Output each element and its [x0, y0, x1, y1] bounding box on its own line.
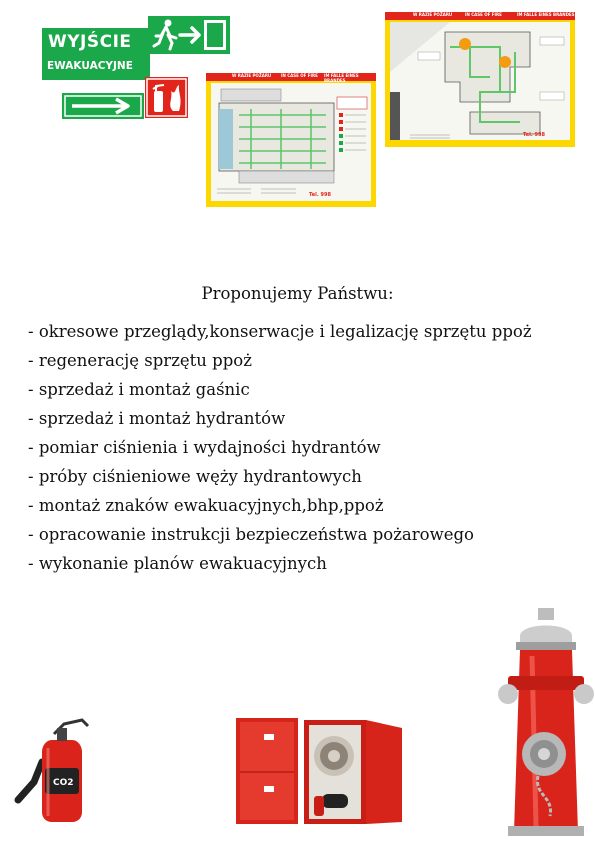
- fire-extinguisher-icon: [145, 77, 188, 118]
- arrow-exit-sign: [62, 93, 144, 119]
- service-item: - regenerację sprzętu ppoż: [28, 351, 252, 370]
- hydrant-cabinet-icon: [234, 714, 404, 826]
- co2-extinguisher-image: [12, 712, 102, 824]
- fire-extinguisher-sign: [145, 77, 188, 118]
- services-list: [28, 317, 532, 578]
- running-man-icon: [148, 16, 230, 54]
- service-item: - wykonanie planów ewakuacyjnych: [28, 554, 327, 573]
- plan-header: W RAZIE POŻARU IN CASE OF FIRE IM FALLE EINES BRANDES: [206, 73, 376, 81]
- plan-map: [211, 83, 371, 201]
- exit-sign-title: WYJŚCIE: [48, 32, 132, 52]
- floor-plan-graphic-2: [390, 22, 570, 140]
- service-item: - sprzedaż i montaż hydrantów: [28, 409, 286, 428]
- service-item: - próby ciśnieniowe węży hydrantowych: [28, 467, 362, 486]
- offer-heading: Proponujemy Państwu:: [201, 284, 394, 303]
- running-man-exit-sign: [148, 16, 230, 54]
- service-item: - opracowanie instrukcji bezpieczeństwa pożarowego: [28, 525, 474, 544]
- floor-plan-graphic: [211, 83, 371, 201]
- evacuation-plan-image-2: [385, 12, 575, 147]
- evacuation-plan-image: [206, 73, 376, 207]
- service-item: - montaż znaków ewakuacyjnych,bhp,ppoż: [28, 496, 384, 515]
- plan-header-2: W RAZIE POŻARU IN CASE OF FIRE IM FALLE EINES BRANDES: [385, 12, 575, 20]
- service-item: - sprzedaż i montaż gaśnic: [28, 380, 250, 399]
- exit-sign-subtitle: EWAKUACYJNE: [47, 60, 133, 72]
- exit-sign-text: [42, 28, 150, 80]
- service-item: - pomiar ciśnienia i wydajności hydrantów: [28, 438, 381, 457]
- service-item: - okresowe przeglądy,konserwacje i legalizację sprzętu ppoż: [28, 322, 532, 341]
- plan-phone: Tel. 998: [309, 192, 331, 198]
- plan-map-2: [390, 22, 570, 140]
- right-arrow-icon: [62, 93, 144, 119]
- fire-hydrant-icon: [498, 606, 594, 838]
- plan-phone-2: Tel. 998: [523, 132, 545, 138]
- co2-extinguisher-icon: [12, 712, 102, 824]
- fire-hydrant-image: [498, 606, 594, 838]
- hydrant-cabinet-image: [234, 714, 404, 826]
- co2-label: CO2: [53, 778, 74, 788]
